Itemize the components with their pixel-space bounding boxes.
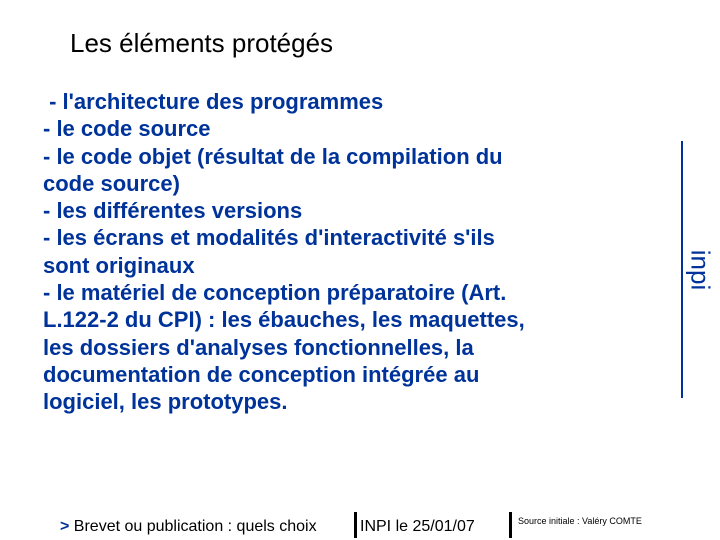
side-divider [681,141,683,398]
slide-body [43,88,673,416]
body-line: sont originaux [43,252,195,278]
footer-presentation-title [60,516,317,538]
body-line: - le matériel de conception préparatoire (Art. [43,280,507,306]
body-line: - le code source [43,116,211,142]
body-line: documentation de conception intégrée au [43,361,480,387]
footer-date: INPI le 25/01/07 [360,518,475,535]
body-line: L.122-2 du CPI) : les ébauches, les maquettes, [43,307,525,333]
body-line: logiciel, les prototypes. [43,389,288,415]
footer-left-label: Brevet ou publication : quels choix [69,518,317,535]
slide-title: Les éléments protégés [70,28,334,58]
footer-arrow-icon: > [60,518,70,535]
body-line: - les écrans et modalités d'interactivité s'ils [43,225,495,251]
body-line: - le code objet (résultat de la compilation du [43,143,503,169]
footer-source: Source initiale : Valéry COMTE [518,516,642,526]
footer-divider [354,512,357,538]
body-line: code source) [43,170,180,196]
inpi-logo-text: inpi [685,249,716,291]
footer-divider [509,512,512,538]
body-line: - les différentes versions [43,198,303,224]
body-line: les dossiers d'analyses fonctionnelles, la [43,334,474,360]
body-line: - l'architecture des programmes [43,89,384,114]
